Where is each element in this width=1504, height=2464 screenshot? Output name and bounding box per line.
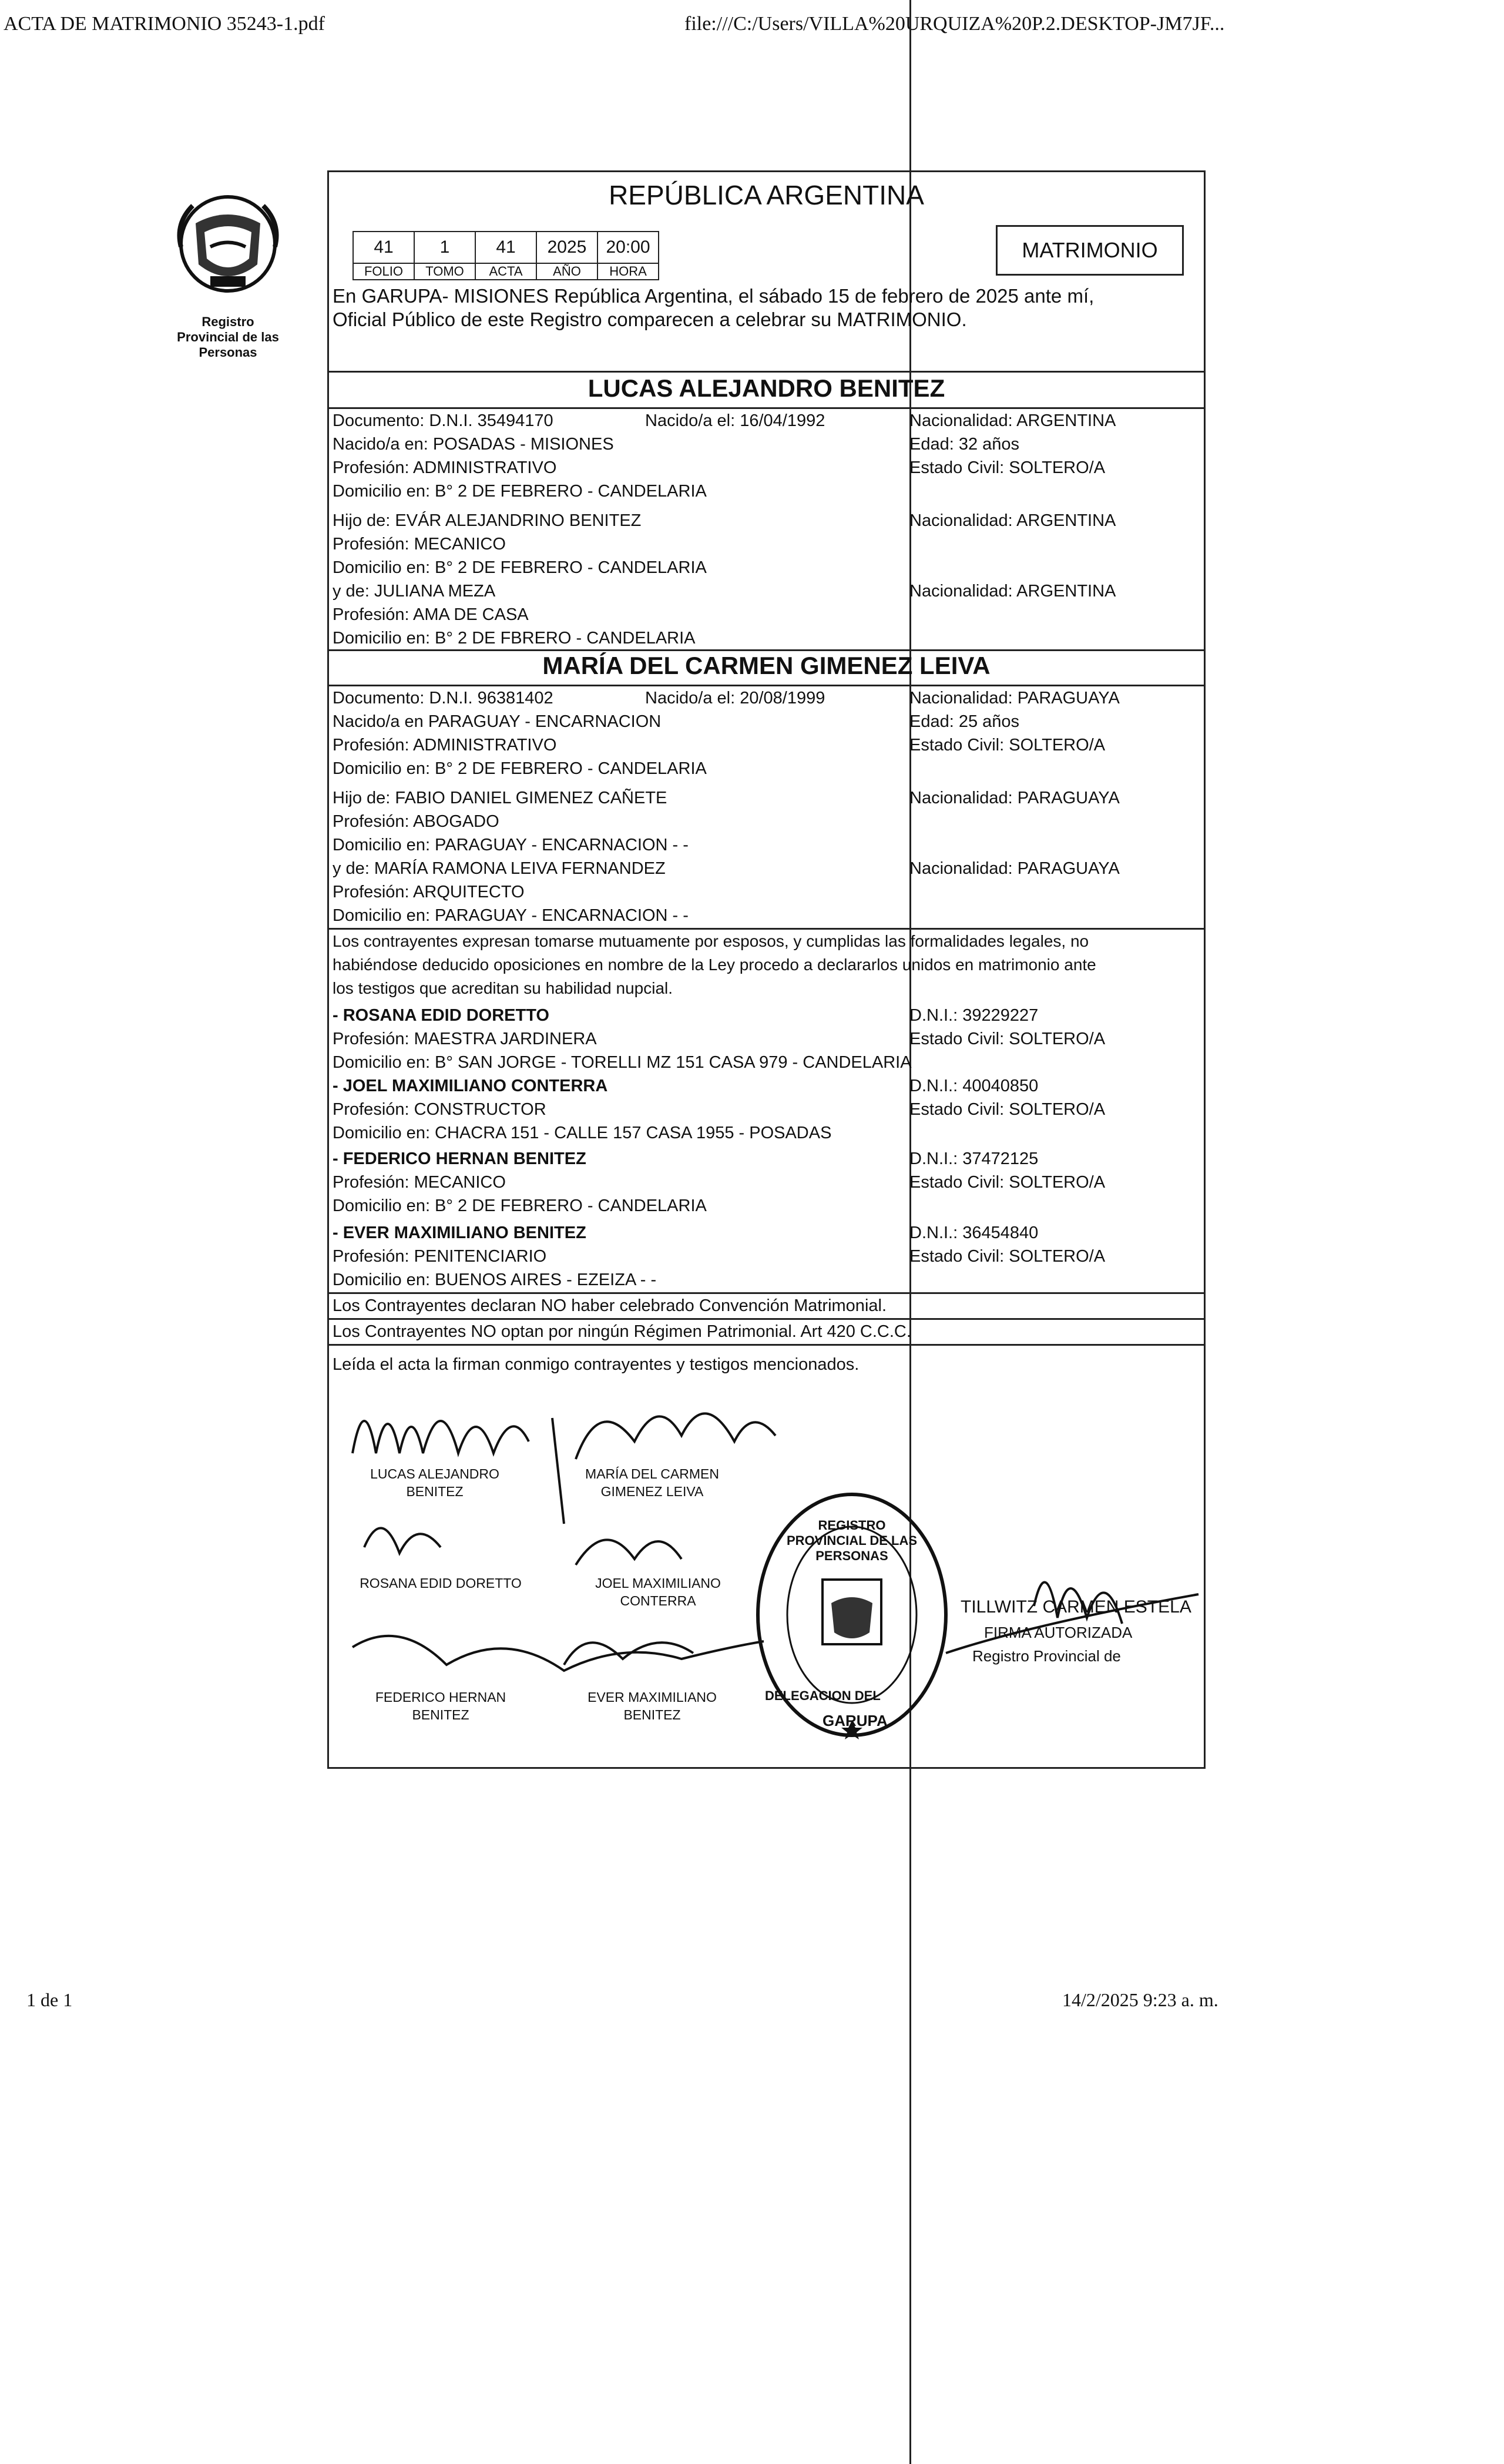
- groom-name: LUCAS ALEJANDRO BENITEZ: [588, 374, 945, 402]
- folio-label: FOLIO: [353, 263, 414, 280]
- witness-4-dni: D.N.I.: 36454840: [909, 1223, 1039, 1242]
- declaration-line-1: Los contrayentes expresan tomarse mutuamente por esposos, y cumplidas las formalidades legales, no: [333, 932, 1089, 950]
- groom-born: Nacido/a el: 16/04/1992: [645, 411, 825, 430]
- bride-birthplace: Nacido/a en PARAGUAY - ENCARNACION: [333, 712, 662, 731]
- folio-value: 41: [353, 232, 414, 263]
- bride-born: Nacido/a el: 20/08/1999: [645, 689, 825, 708]
- witness-3-name: - FEDERICO HERNAN BENITEZ: [333, 1149, 586, 1168]
- hora-label: HORA: [597, 263, 659, 280]
- acta-label: ACTA: [475, 263, 536, 280]
- bride-father-prof: Profesión: ABOGADO: [333, 812, 499, 831]
- bride-mother-addr: Domicilio en: PARAGUAY - ENCARNACION - -: [333, 906, 689, 925]
- ano-value: 2025: [536, 232, 597, 263]
- witness-2-name: - JOEL MAXIMILIANO CONTERRA: [333, 1077, 608, 1095]
- signature-caption-witness-1: ROSANA EDID DORETTO: [360, 1575, 522, 1591]
- witness-4-prof: Profesión: PENITENCIARIO: [333, 1247, 547, 1266]
- witness-2-prof: Profesión: CONSTRUCTOR: [333, 1100, 546, 1119]
- witness-4-addr: Domicilio en: BUENOS AIRES - EZEIZA - -: [333, 1270, 657, 1289]
- groom-nationality: Nacionalidad: ARGENTINA: [909, 411, 1116, 430]
- groom-birthplace: Nacido/a en: POSADAS - MISIONES: [333, 435, 614, 454]
- groom-father: Hijo de: EVÁR ALEJANDRINO BENITEZ: [333, 511, 642, 530]
- pdf-filename: ACTA DE MATRIMONIO 35243-1.pdf: [4, 13, 325, 35]
- bride-civil: Estado Civil: SOLTERO/A: [909, 736, 1106, 755]
- groom-profession: Profesión: ADMINISTRATIVO: [333, 458, 557, 477]
- witness-3-civil: Estado Civil: SOLTERO/A: [909, 1173, 1106, 1192]
- marriage-certificate-form: [327, 170, 1206, 1769]
- pdf-url: file:///C:/Users/VILLA%20URQUIZA%20P.2.DESKTOP-JM7JF...: [684, 13, 1225, 35]
- bride-father-nat: Nacionalidad: PARAGUAYA: [909, 789, 1120, 807]
- groom-doc: Documento: D.N.I. 35494170: [333, 411, 553, 430]
- witness-4-civil: Estado Civil: SOLTERO/A: [909, 1247, 1106, 1266]
- witness-2-dni: D.N.I.: 40040850: [909, 1077, 1039, 1095]
- witness-1-addr: Domicilio en: B° SAN JORGE - TORELLI MZ 151 CASA 979 - CANDELARIA: [333, 1053, 912, 1072]
- bride-mother-nat: Nacionalidad: PARAGUAYA: [909, 859, 1120, 878]
- ano-label: AÑO: [536, 263, 597, 280]
- witness-4-name: - EVER MAXIMILIANO BENITEZ: [333, 1223, 586, 1242]
- witness-3-dni: D.N.I.: 37472125: [909, 1149, 1039, 1168]
- official-role: FIRMA AUTORIZADA: [984, 1624, 1133, 1641]
- signature-caption-groom: LUCAS ALEJANDRO BENITEZ: [370, 1466, 499, 1499]
- witness-1-prof: Profesión: MAESTRA JARDINERA: [333, 1030, 597, 1048]
- tomo-value: 1: [414, 232, 475, 263]
- official-office: Registro Provincial de: [972, 1647, 1121, 1665]
- page-count: 1 de 1: [26, 1989, 73, 2010]
- groom-civil: Estado Civil: SOLTERO/A: [909, 458, 1106, 477]
- groom-mother-prof: Profesión: AMA DE CASA: [333, 605, 529, 624]
- witness-1-civil: Estado Civil: SOLTERO/A: [909, 1030, 1106, 1048]
- groom-father-nat: Nacionalidad: ARGENTINA: [909, 511, 1116, 530]
- witness-1-dni: D.N.I.: 39229227: [909, 1006, 1039, 1025]
- groom-address: Domicilio en: B° 2 DE FEBRERO - CANDELARIA: [333, 482, 707, 501]
- witness-3-prof: Profesión: MECANICO: [333, 1173, 506, 1192]
- bride-address: Domicilio en: B° 2 DE FEBRERO - CANDELARIA: [333, 759, 707, 778]
- groom-mother-nat: Nacionalidad: ARGENTINA: [909, 582, 1116, 601]
- misiones-shield-icon: [169, 188, 287, 311]
- intro-line-2: Oficial Público de este Registro comparecen a celebrar su MATRIMONIO.: [333, 309, 967, 330]
- intro-line-1: En GARUPA- MISIONES República Argentina, el sábado 15 de febrero de 2025 ante mí,: [333, 285, 1095, 307]
- stamp-bottom-text: GARUPA: [822, 1712, 888, 1729]
- witness-1-name: - ROSANA EDID DORETTO: [333, 1006, 549, 1025]
- bride-age: Edad: 25 años: [909, 712, 1020, 731]
- bride-mother: y de: MARÍA RAMONA LEIVA FERNANDEZ: [333, 859, 666, 878]
- groom-father-addr: Domicilio en: B° 2 DE FEBRERO - CANDELARIA: [333, 558, 707, 577]
- declaration-line-2: habiéndose deducido oposiciones en nombre de la Ley procedo a declararlos unidos en matrimonio ante: [333, 956, 1096, 974]
- witness-2-addr: Domicilio en: CHACRA 151 - CALLE 157 CASA 1955 - POSADAS: [333, 1124, 832, 1142]
- certificate-type-box: MATRIMONIO: [996, 225, 1184, 276]
- convention-text: Los Contrayentes declaran NO haber celebrado Convención Matrimonial.: [333, 1296, 887, 1315]
- declaration-line-3: los testigos que acreditan su habilidad nupcial.: [333, 979, 673, 997]
- witness-3-addr: Domicilio en: B° 2 DE FEBRERO - CANDELARIA: [333, 1196, 707, 1215]
- seal-caption: Registro Provincial de las Personas: [177, 314, 279, 360]
- groom-mother: y de: JULIANA MEZA: [333, 582, 496, 601]
- bride-name: MARÍA DEL CARMEN GIMENEZ LEIVA: [542, 652, 991, 679]
- regime-text: Los Contrayentes NO optan por ningún Régimen Patrimonial. Art 420 C.C.C.: [333, 1322, 911, 1341]
- stamp-top-text: REGISTRO PROVINCIAL DE LAS PERSONAS: [786, 1518, 918, 1563]
- signature-caption-witness-3: FEDERICO HERNAN BENITEZ: [375, 1689, 506, 1722]
- groom-mother-addr: Domicilio en: B° 2 DE FBRERO - CANDELARIA: [333, 629, 696, 648]
- bride-nationality: Nacionalidad: PARAGUAYA: [909, 689, 1120, 708]
- bride-profession: Profesión: ADMINISTRATIVO: [333, 736, 557, 755]
- stamp-left-text: DELEGACION DEL: [765, 1688, 881, 1703]
- hora-value: 20:00: [597, 232, 659, 263]
- groom-age: Edad: 32 años: [909, 435, 1020, 454]
- bride-father: Hijo de: FABIO DANIEL GIMENEZ CAÑETE: [333, 789, 667, 807]
- official-name: TILLWITZ CARMEN ESTELA: [961, 1597, 1191, 1617]
- bride-doc: Documento: D.N.I. 96381402: [333, 689, 553, 708]
- register-table: [352, 231, 659, 280]
- acta-value: 41: [475, 232, 536, 263]
- country-title: REPÚBLICA ARGENTINA: [609, 180, 924, 210]
- signature-caption-witness-4: EVER MAXIMILIANO BENITEZ: [588, 1689, 717, 1722]
- closing-text: Leída el acta la firman conmigo contrayentes y testigos mencionados.: [333, 1355, 860, 1374]
- groom-father-prof: Profesión: MECANICO: [333, 535, 506, 554]
- signature-caption-witness-2: JOEL MAXIMILIANO CONTERRA: [595, 1575, 721, 1608]
- tomo-label: TOMO: [414, 263, 475, 280]
- witness-2-civil: Estado Civil: SOLTERO/A: [909, 1100, 1106, 1119]
- registry-seal: [169, 188, 287, 360]
- bride-father-addr: Domicilio en: PARAGUAY - ENCARNACION - -: [333, 836, 689, 854]
- print-datetime: 14/2/2025 9:23 a. m.: [1062, 1989, 1218, 2010]
- signature-caption-bride: MARÍA DEL CARMEN GIMENEZ LEIVA: [585, 1466, 719, 1499]
- bride-mother-prof: Profesión: ARQUITECTO: [333, 883, 525, 901]
